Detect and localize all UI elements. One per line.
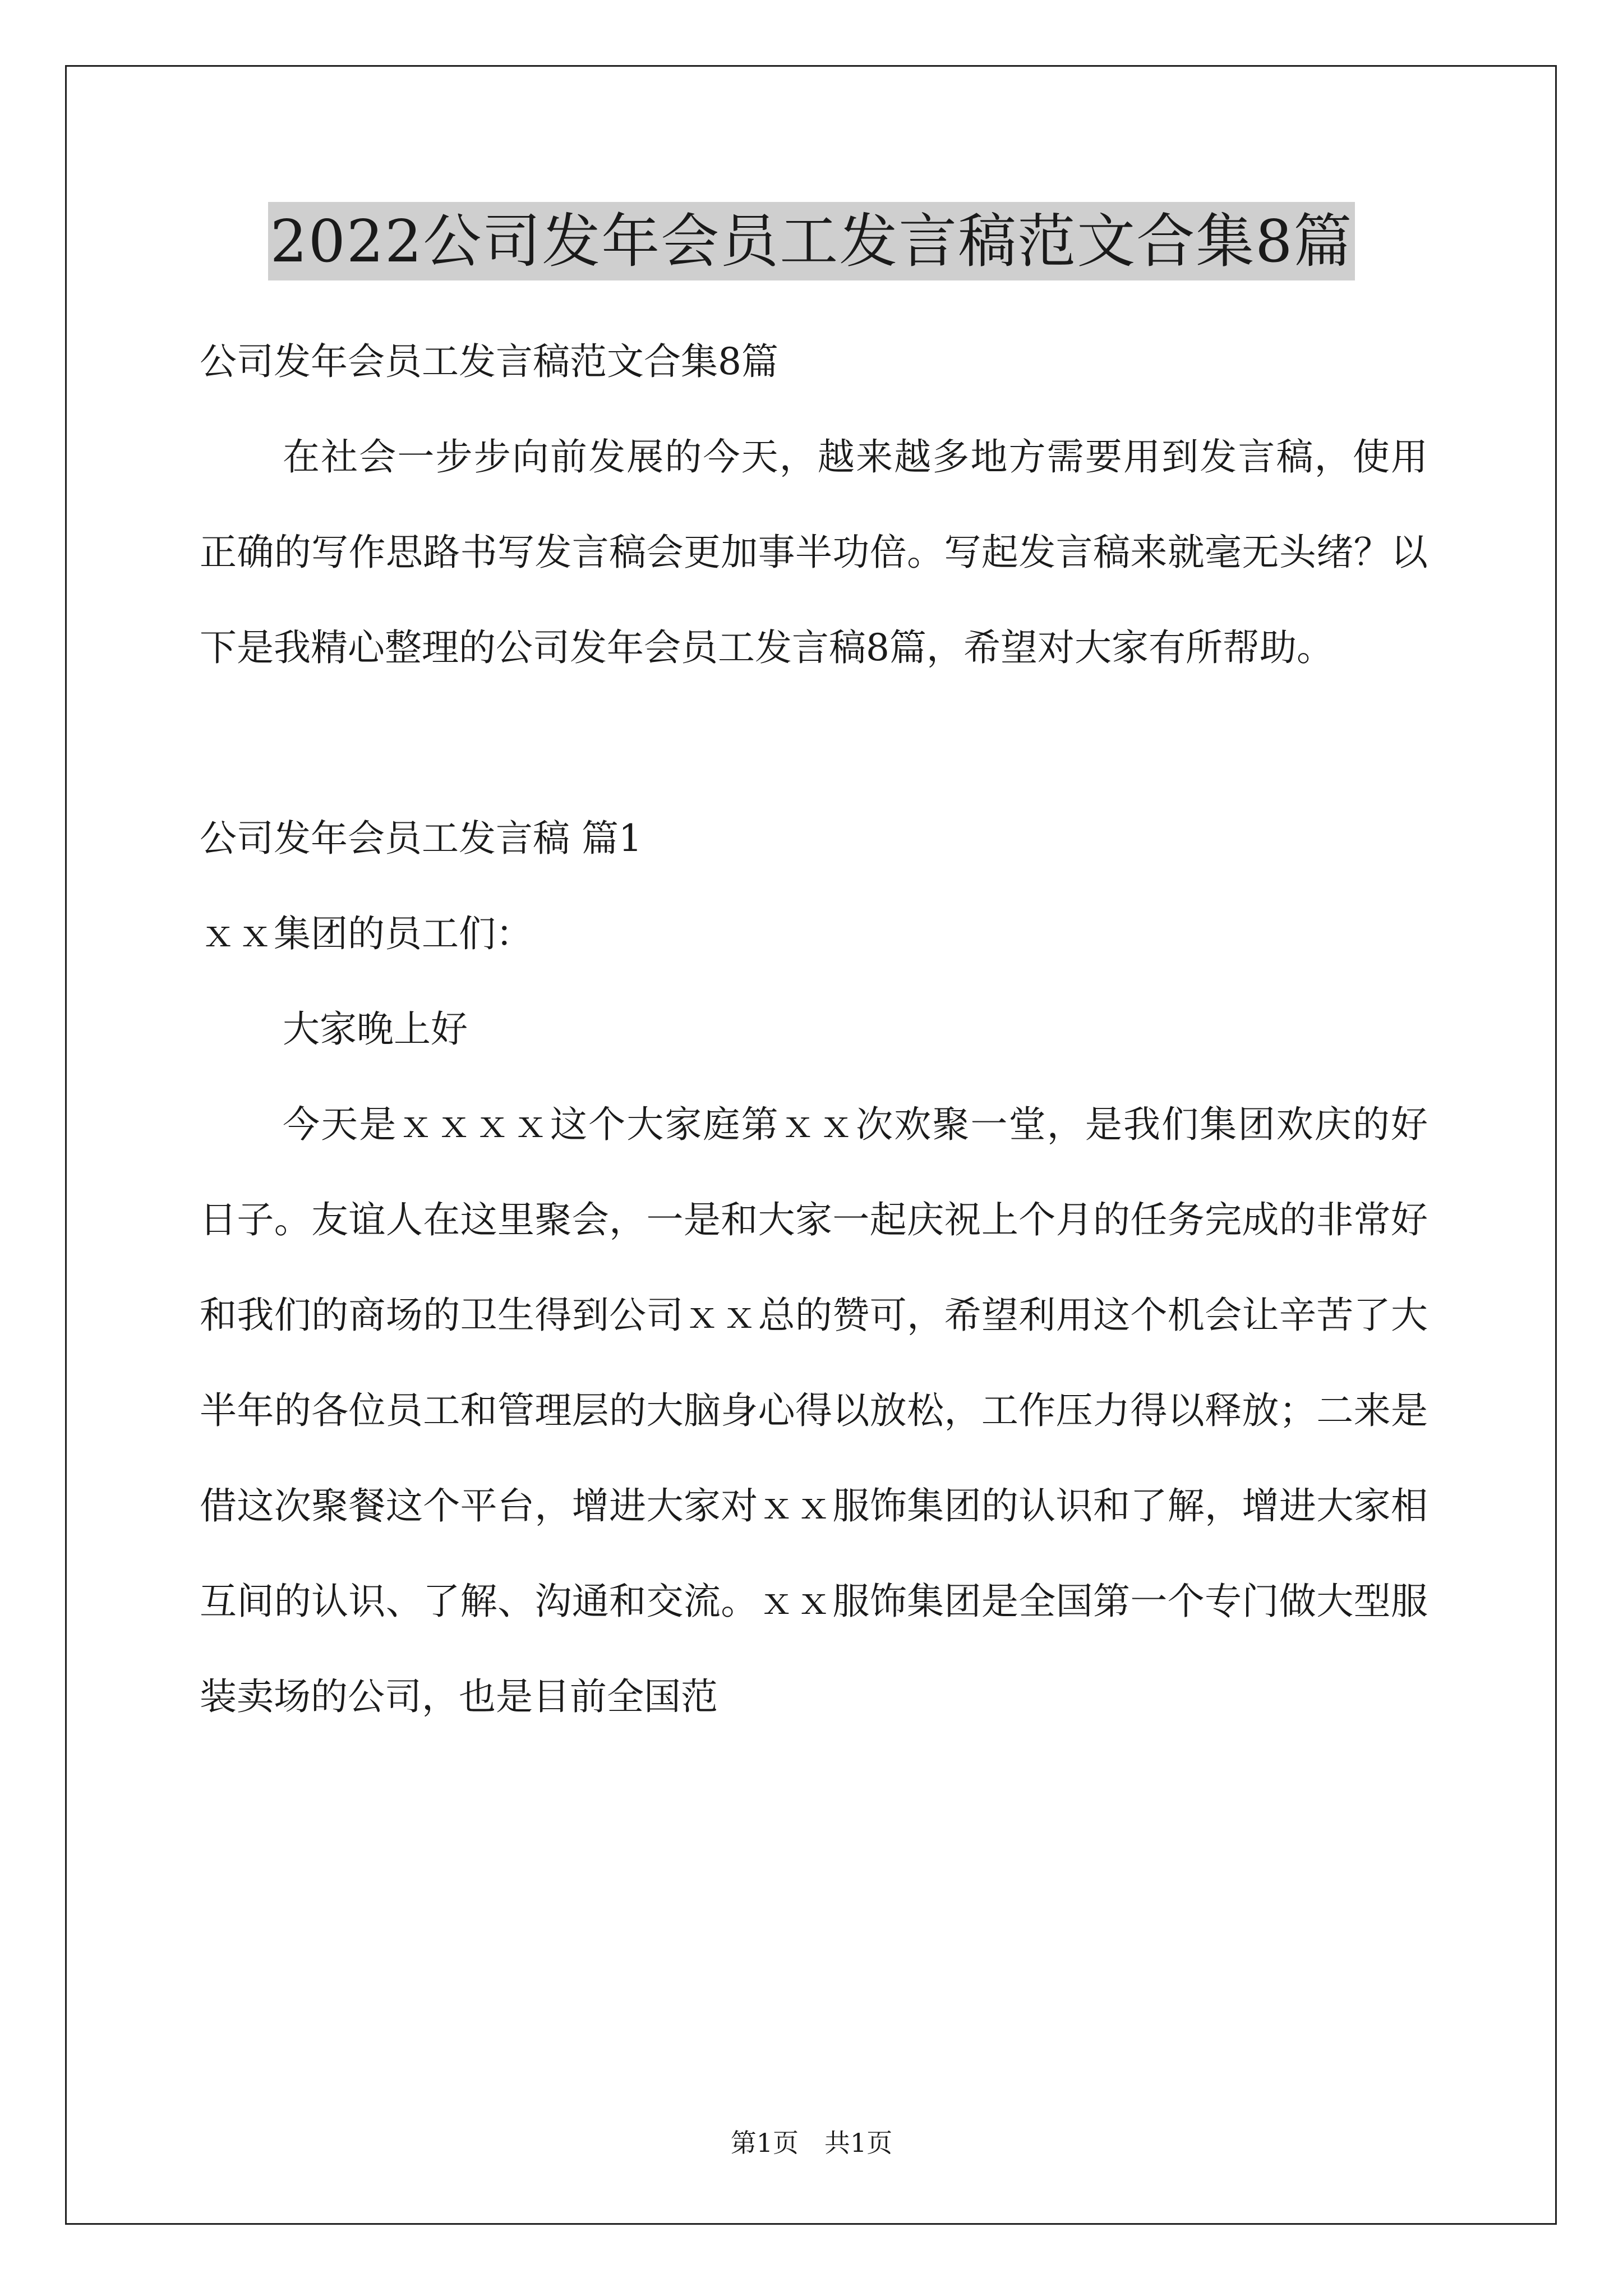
document-body <box>200 314 1428 1745</box>
section-heading: 公司发年会员工发言稿 篇1 <box>200 817 642 860</box>
intro-paragraph: 在社会一步步向前发展的今天，越来越多地方需要用到发言稿，使用正确的写作思路书写发言稿会更加事半功倍。写起发言稿来就毫无头绪？以下是我精心整理的公司发年会员工发言稿8篇，希望对大家有所帮助。 <box>200 435 1428 669</box>
subtitle: 公司发年会员工发言稿范文合集8篇 <box>200 340 778 383</box>
title-container <box>0 202 1623 280</box>
salutation: ｘｘ集团的员工们： <box>200 912 533 955</box>
page-footer: 第1页 共1页 <box>730 2128 893 2158</box>
body-paragraph: 今天是ｘｘｘｘ这个大家庭第ｘｘ次欢聚一堂，是我们集团欢庆的好日子。友谊人在这里聚会，一是和大家一起庆祝上个月的任务完成的非常好和我们的商场的卫生得到公司ｘｘ总的赞可，希望利用这个机会让辛苦了大半年的各位员工和管理层的大脑身心得以放松，工作压力得以释放；二来是借这次聚餐这个平台，增进大家对ｘｘ服饰集团的认识和了解，增进大家相互间的认识、了解、沟通和交流。ｘｘ服饰集团是全国第一个专门做大型服装卖场的公司，也是目前全国范 <box>200 1103 1428 1718</box>
section-spacer <box>200 696 1428 791</box>
document-title: 2022公司发年会员工发言稿范文合集8篇 <box>268 202 1355 280</box>
greeting: 大家晚上好 <box>283 1007 468 1051</box>
